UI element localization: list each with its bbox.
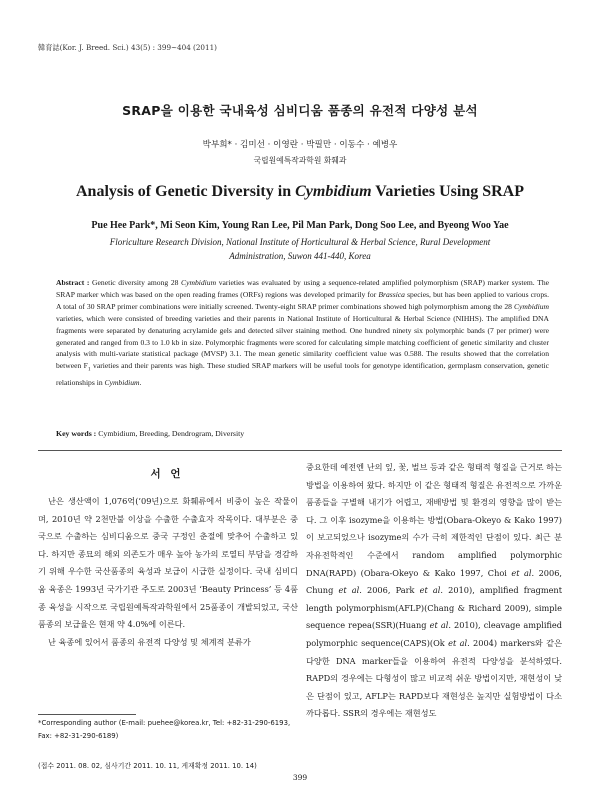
title-part: Varieties Using SRAP (371, 183, 524, 200)
abstract-text: species, but has been applied to various crops. A total of 30 SRAP primer combinations were initially screened. Twenty-eight SRAP primer combinations showed high polymorphism among the 28 (56, 289, 550, 311)
left-column (38, 493, 298, 651)
et-al: et al. (511, 567, 535, 578)
english-affiliation (60, 235, 540, 263)
corresponding-author-footnote: *Corresponding author (E-mail: puehee@korea.kr, Tel: +82-31-290-6193, Fax: +82-31-290-6189) (38, 719, 291, 740)
keywords (56, 429, 549, 438)
abstract-label: Abstract : (56, 278, 90, 287)
abstract-italic: Cymbidium (181, 278, 217, 287)
affiliation-line: Administration, Suwon 441-440, Korea (229, 251, 371, 261)
running-header: 韓育誌(Kor. J. Breed. Sci.) 43(5) : 399~404 (2011) (38, 43, 217, 52)
et-al: et al. (338, 585, 362, 596)
keywords-label: Key words : (56, 429, 97, 438)
received-dates: (접수 2011. 08. 02, 심사기간 2011. 10. 11, 게재확정 2011. 10. 14) (38, 762, 257, 770)
abstract-text: Genetic diversity among 28 (89, 278, 182, 287)
et-al: et al. (429, 620, 451, 631)
abstract-subscript: 1 (87, 366, 91, 373)
abstract-italic: Cymbidium (513, 301, 549, 311)
abstract-text: varieties, which were consisted of breeding varieties and their parents in National Institute of Horticultural & Herbal Science (NIHHS). The amplified DNA fragments were separated by denaturing acrylamide gels and detected silver staining method. One hundred ninety six polymorphic bands (7 per primer) were generated and ranged from 0.3 to 1.0 kb in size. Polymorphic fragments were scored for calculating simple matching coefficient of genetic similarity and cluster analysis with multi-variate statistical package (MVSP) 3.1. The mean genetic similarity coefficient value was 0.588. The results showed that the correlation between F (56, 313, 549, 371)
paragraph (306, 459, 562, 723)
body-text: 2006, Park (361, 585, 420, 596)
body-text: 2006, Chung (306, 567, 563, 596)
body-text: 2010), cleavage amplified polymorphic sequence(CAPS)(Ok (306, 620, 562, 648)
body-text: 2010), amplified fragment length polymorphism(AFLP)(Chang & Richard 2009), simple sequence repea(SSR)(Huang (306, 585, 562, 631)
paragraph: 난 육종에 있어서 품종의 유전적 다양성 및 체계적 분류가 (48, 636, 251, 647)
page-number: 399 (292, 773, 308, 782)
abstract-text: varieties and their parents was high. These studied SRAP markers will be useful tools for genotype identification, germplasm conservation, genetic relationships in (56, 361, 550, 387)
abstract (56, 277, 549, 389)
abstract-italic: Brassica (378, 289, 405, 299)
et-al: et al. (419, 585, 444, 596)
korean-title: SRAP을 이용한 국내육성 심비디움 품종의 유전적 다양성 분석 (122, 103, 478, 118)
paragraph: 난은 생산액이 1,076억(’09년)으로 화훼류에서 비중이 높은 작물이며, 2010년 약 2천만불 이상을 수출한 수출효자 작목이다. 대부분은 중국으로 수출하는 심비디움으로 중국 구정인 춘절에 맞추어 수출하고 있다. 하지만 종묘의 해외 의존도가 매우 높아 농가의 로열티 부담을 경감하기 위해 우수한 국산품종의 육성과 보급이 시급한 실정이다. 국내 심비디움 육종은 1993년 국가기관 주도로 2003년 ‘Beauty Princess’ 등 4품종 육성을 시작으로 국립원예특작과학원에서 25품종이 개발되었고, 국산 품종의 보급율은 현재 약 4.0%에 이른다. (38, 496, 298, 630)
abstract-text: . (139, 377, 142, 387)
title-part: Analysis of Genetic Diversity in (76, 183, 296, 200)
abstract-italic: Cymbidium (104, 377, 140, 387)
english-title (0, 183, 600, 201)
korean-authors: 박부희* · 김미선 · 이영란 · 박필만 · 이동수 · 예병우 (202, 140, 398, 150)
right-column (306, 459, 562, 723)
keywords-text: Cymbidium, Breeding, Dendrogram, Diversity (96, 429, 245, 438)
english-authors: Pue Hee Park*, Mi Seon Kim, Young Ran Lee, Pil Man Park, Dong Soo Lee, and Byeong Woo Yae (91, 220, 509, 231)
korean-affiliation: 국립원예특작과학원 화훼과 (253, 156, 347, 165)
footnote-divider (38, 714, 136, 715)
title-genus: Cymbidium (295, 183, 372, 200)
body-text: 중요한데 예전엔 난의 잎, 꽃, 벌브 등과 같은 형태적 형질을 근거로 하는 방법을 이용하여 왔다. 하지만 이 같은 형태적 형질은 유전적으로 가까운 품종들을 구별해 내기가 어렵고, 재배방법 및 환경의 영향을 많이 받는다. 그 이후 isozyme을 이용하는 방법(Obara-Okeyo & Kako 1997)이 보고되었으나 isozyme의 수가 극히 제한적인 단점이 있다. 최근 분자유전학적인 수준에서 random amplified polymorphic DNA(RAPD) (Obara-Okeyo & Kako 1997, Choi (306, 462, 562, 578)
body-text: 2004) markers와 같은 다양한 DNA marker들을 이용하여 유전적 다양성을 분석하였다. RAPD의 경우에는 다형성이 많고 비교적 쉬운 방법이지만, 재현성이 낮은 단점이 있고, AFLP는 RAPD보다 재현성은 높지만 실험방법이 다소 까다롭다. SSR의 경우에는 재현성도 (306, 637, 562, 719)
et-al: et al. (448, 637, 470, 648)
section-divider (38, 450, 562, 451)
abstract-text: varieties was evaluated by using a sequence-related amplified polymorphism (SRAP) marker system. The SRAP marker which was based on the open reading frames (ORFs) regions was developed primarily for (56, 278, 549, 299)
section-heading: 서 언 (150, 468, 184, 480)
affiliation-line: Floriculture Research Division, National Institute of Horticultural & Herbal Science, Rural Development (109, 237, 491, 247)
